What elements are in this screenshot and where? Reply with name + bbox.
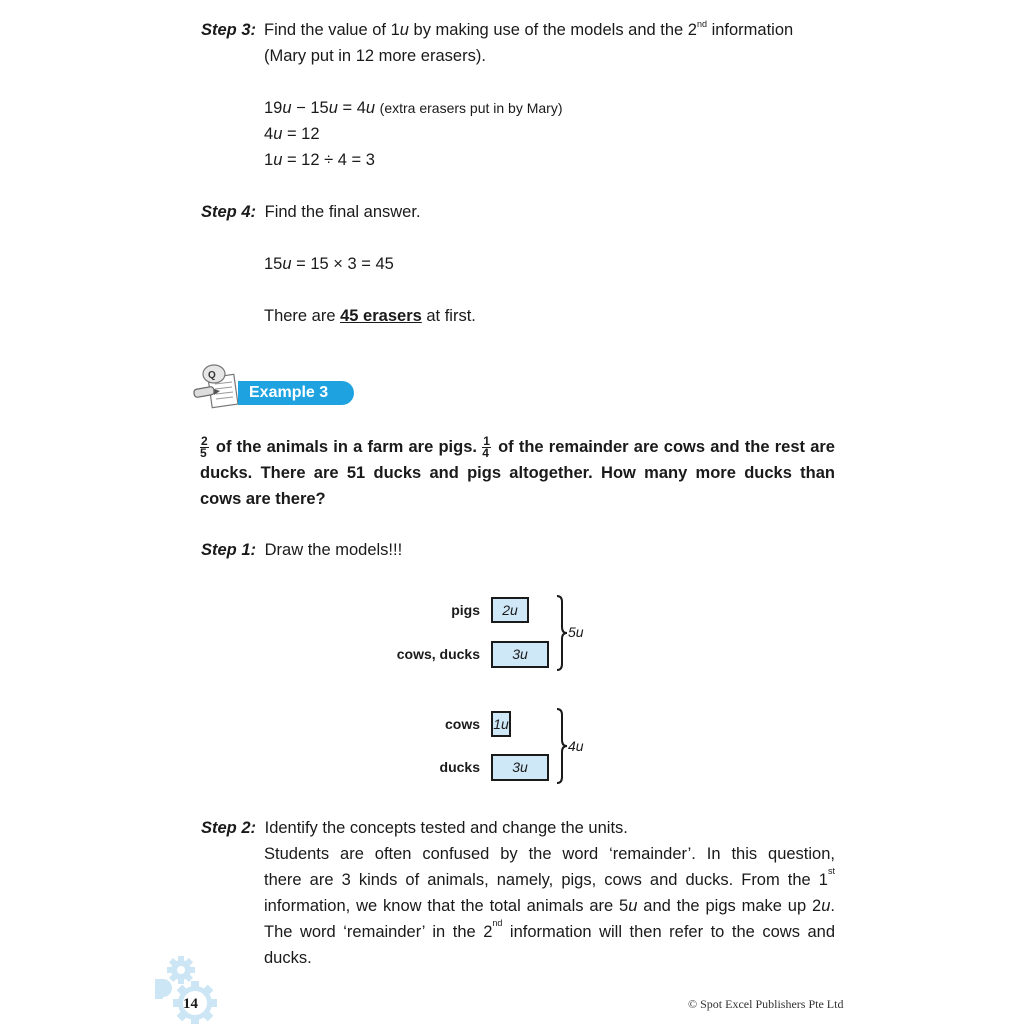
model2-bar-ducks: 3u: [491, 754, 549, 781]
example-badge: Example 3: [238, 381, 354, 405]
model1-total: 5u: [568, 624, 584, 640]
step2-paragraph-line-1: Students are often confused by the word ‘remainder’. In this question,: [264, 845, 835, 863]
page-number: 14: [183, 996, 198, 1012]
step3-instruction-line2: (Mary put in 12 more erasers).: [264, 47, 486, 65]
question-line-2: ducks. There are 51 ducks and pigs altogether. How many more ducks than: [200, 464, 835, 482]
model2-brace-icon: [555, 707, 569, 785]
step3-equation-2: 4u = 12: [264, 125, 320, 143]
step3-label: Step 3:: [201, 21, 257, 39]
step4-label: Step 4:: [201, 203, 257, 221]
model2-bar-cows: 1u: [491, 711, 511, 737]
fraction-two-fifths: $\frac{2}{5}$: [200, 434, 208, 461]
model1-label-cows-ducks: cows, ducks: [396, 646, 480, 662]
step3-equation-3: 1u = 12 ÷ 4 = 3: [264, 151, 375, 169]
step4-answer: There are 45 erasers at first.: [264, 307, 476, 325]
step2-paragraph-line-5: ducks.: [264, 949, 312, 967]
question-line-3: cows are there?: [200, 490, 326, 508]
model1-bar-pigs: 2u: [491, 597, 529, 623]
step2-heading: [201, 818, 628, 838]
step3-equation-1: 19u − 15u = 4u (extra erasers put in by Mary): [264, 99, 563, 117]
step1-heading: [201, 540, 402, 560]
step1-label: Step 1:: [201, 541, 257, 559]
model1-label-pigs: pigs: [451, 602, 480, 618]
step1-text: Draw the models!!!: [264, 541, 403, 559]
step2-label: Step 2:: [201, 819, 257, 837]
fraction-one-quarter: $\frac{1}{4}$: [482, 434, 490, 461]
answer-highlight: 45 erasers: [340, 307, 422, 325]
model2-label-ducks: ducks: [439, 759, 480, 775]
step2-paragraph-line-3: information, we know that the total animals are 5u and the pigs make up 2u.: [264, 897, 835, 915]
copyright-notice: © Spot Excel Publishers Pte Ltd: [688, 997, 844, 1011]
model2-total: 4u: [568, 738, 584, 754]
step4-heading: [201, 202, 421, 222]
model1-bar-cows-ducks: 3u: [491, 641, 549, 668]
question-line-1: $\frac{2}{5}$ of the animals in a farm are pigs. $\frac{1}{4}$ of the remainder are cows and the rest are: [200, 434, 835, 461]
svg-text:Q: Q: [208, 370, 216, 381]
step4-text: Find the final answer.: [264, 203, 421, 221]
gears-decoration-icon: [155, 955, 225, 1024]
step4-equation: 15u = 15 × 3 = 45: [264, 255, 394, 273]
step3-heading: [201, 20, 256, 40]
step3-instruction: Find the value of 1u by making use of the models and the 2nd information: [264, 19, 794, 39]
step3-equation-note: (extra erasers put in by Mary): [379, 100, 563, 116]
step2-text: Identify the concepts tested and change the units.: [264, 819, 628, 837]
step2-paragraph-line-4: The word ‘remainder’ in the 2nd information will then refer to the cows and: [264, 918, 835, 941]
step2-paragraph-line-2: there are 3 kinds of animals, namely, pigs, cows and ducks. From the 1st: [264, 866, 835, 889]
model1-brace-icon: [555, 594, 569, 672]
model2-label-cows: cows: [444, 716, 480, 732]
